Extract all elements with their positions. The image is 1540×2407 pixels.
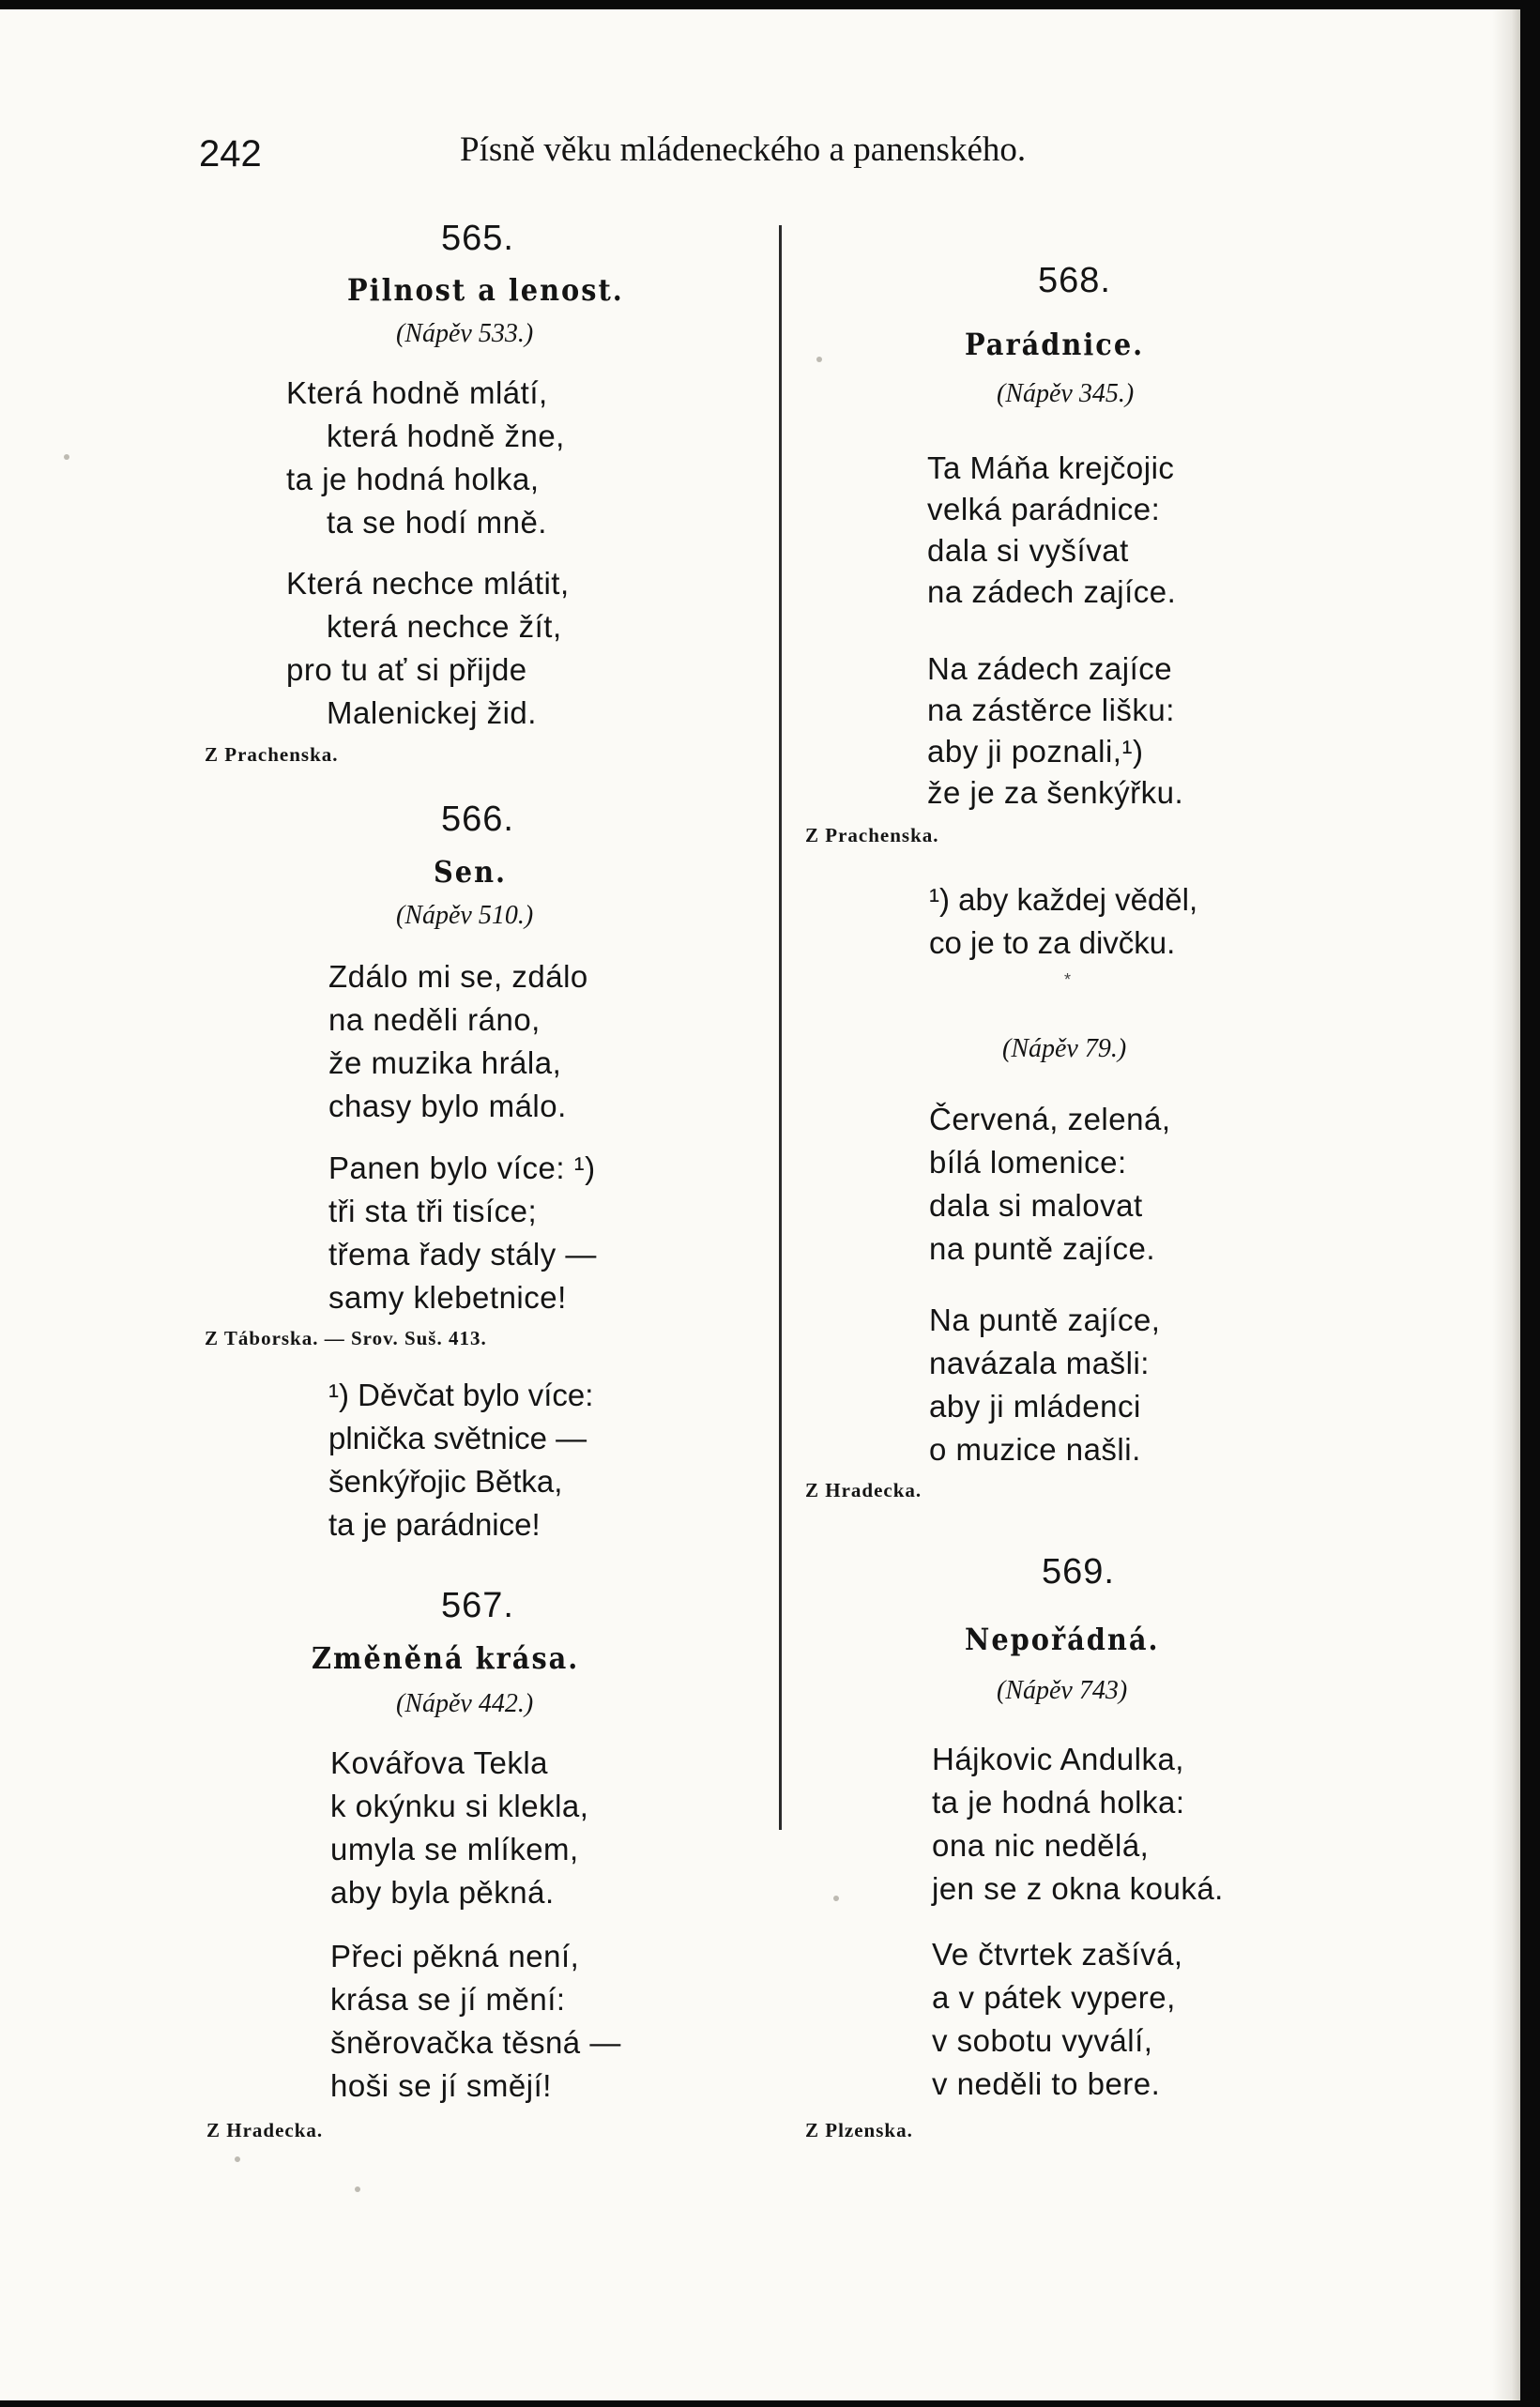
footnote-line: ta je parádnice!: [328, 1507, 541, 1542]
verse-line: na puntě zajíce.: [929, 1231, 1155, 1266]
melody-reference: (Nápěv 345.): [997, 379, 1135, 408]
verse-line: ta se hodí mně.: [327, 505, 547, 540]
footnote-line: plnička světnice —: [328, 1421, 587, 1455]
verse-line: Která nechce mlátit,: [286, 566, 570, 601]
melody-reference: (Nápěv 510.): [396, 901, 534, 930]
verse-line: ona nic nedělá,: [932, 1828, 1150, 1863]
verse-line: ta je hodná holka:: [932, 1785, 1185, 1820]
verse-line: šněrovačka těsná —: [330, 2025, 621, 2060]
source-region: Z Prachenska.: [205, 743, 339, 766]
left-column: [188, 0, 713, 2158]
source-region: Z Plzenska.: [805, 2119, 913, 2141]
verse-line: na neděli ráno,: [328, 1002, 541, 1037]
page-edge-shadow: [1492, 9, 1520, 2400]
verse-line: hoši se jí smějí!: [330, 2068, 552, 2103]
running-title: Písně věku mládeneckého a panenského.: [460, 130, 1027, 169]
song-number: 569.: [1042, 1552, 1115, 1592]
source-region: Z Táborska. — Srov. Suš. 413.: [205, 1327, 487, 1349]
paper-speck: [833, 1896, 839, 1901]
verse-line: bílá lomenice:: [929, 1145, 1127, 1180]
paper-speck: [235, 2156, 240, 2162]
verse-line: že je za šenkýřku.: [927, 775, 1184, 810]
source-region: Z Prachenska.: [805, 824, 939, 846]
verse-line: velká parádnice:: [927, 492, 1161, 526]
song-title: Parádnice.: [965, 327, 1145, 362]
verse-line: dala si vyšívat: [927, 533, 1129, 568]
song-title: Nepořádná.: [965, 1622, 1160, 1657]
verse-line: ta je hodná holka,: [286, 462, 540, 496]
verse-line: Kovářova Tekla: [330, 1745, 549, 1780]
verse-line: o muzice našli.: [929, 1432, 1141, 1467]
verse-line: na zádech zajíce.: [927, 574, 1177, 609]
footnote-line: co je to za divčku.: [929, 925, 1176, 960]
verse-line: Přeci pěkná není,: [330, 1939, 580, 1973]
page-number: 242: [199, 133, 262, 175]
melody-reference: (Nápěv 533.): [396, 319, 534, 348]
melody-reference: (Nápěv 442.): [396, 1689, 534, 1718]
variant-mark: *: [1064, 970, 1072, 989]
verse-line: dala si malovat: [929, 1188, 1143, 1223]
verse-line: Která hodně mlátí,: [286, 375, 548, 410]
footnote-line: ¹) aby každej věděl,: [929, 882, 1198, 917]
column-divider: [779, 225, 782, 1830]
verse-line: tři sta tři tisíce;: [328, 1194, 538, 1228]
verse-line: pro tu ať si přijde: [286, 652, 527, 687]
verse-line: třema řady stály —: [328, 1237, 597, 1272]
source-region: Z Hradecka.: [805, 1479, 922, 1501]
verse-line: Panen bylo více: ¹): [328, 1150, 596, 1185]
verse-line: navázala mašli:: [929, 1346, 1150, 1380]
source-region: Z Hradecka.: [206, 2119, 324, 2141]
verse-line: chasy bylo málo.: [328, 1089, 567, 1123]
verse-line: Ve čtvrtek zašívá,: [932, 1937, 1183, 1972]
verse-line: aby byla pěkná.: [330, 1875, 555, 1910]
verse-line: Ta Máňa krejčojic: [927, 450, 1175, 485]
song-number: 567.: [441, 1586, 514, 1625]
verse-line: Malenickej žid.: [327, 695, 537, 730]
footnote-line: ¹) Děvčat bylo více:: [328, 1378, 594, 1412]
verse-line: a v pátek vypere,: [932, 1980, 1176, 2015]
song-number: 565.: [441, 219, 514, 258]
melody-reference: (Nápěv 79.): [1002, 1034, 1127, 1063]
melody-reference: (Nápěv 743): [997, 1676, 1128, 1705]
verse-line: Červená, zelená,: [929, 1102, 1171, 1136]
song-title: Pilnost a lenost.: [347, 272, 624, 308]
song-number: 568.: [1038, 261, 1111, 300]
footnote-line: šenkýřojic Bětka,: [328, 1464, 563, 1499]
verse-line: která nechce žít,: [327, 609, 562, 644]
verse-line: jen se z okna kouká.: [932, 1871, 1224, 1906]
verse-line: Hájkovic Andulka,: [932, 1742, 1184, 1776]
verse-line: která hodně žne,: [327, 419, 565, 453]
right-column: [796, 0, 1321, 2158]
verse-line: Na zádech zajíce: [927, 651, 1173, 686]
verse-line: samy klebetnice!: [328, 1280, 567, 1315]
verse-line: k okýnku si klekla,: [330, 1789, 589, 1823]
verse-line: krása se jí mění:: [330, 1982, 566, 2017]
verse-line: že muzika hrála,: [328, 1045, 562, 1080]
paper-speck: [355, 2186, 360, 2192]
paper-speck: [816, 357, 822, 362]
verse-line: Zdálo mi se, zdálo: [328, 959, 588, 994]
song-title: Sen.: [434, 854, 508, 890]
song-title: Změněná krása.: [312, 1640, 580, 1676]
verse-line: Na puntě zajíce,: [929, 1303, 1161, 1337]
verse-line: v neděli to bere.: [932, 2066, 1161, 2101]
paper-speck: [64, 454, 69, 460]
song-number: 566.: [441, 800, 514, 839]
verse-line: umyla se mlíkem,: [330, 1832, 579, 1866]
verse-line: aby ji poznali,¹): [927, 734, 1144, 769]
verse-line: na zástěrce lišku:: [927, 693, 1175, 727]
verse-line: v sobotu vyválí,: [932, 2023, 1153, 2058]
verse-line: aby ji mládenci: [929, 1389, 1141, 1424]
